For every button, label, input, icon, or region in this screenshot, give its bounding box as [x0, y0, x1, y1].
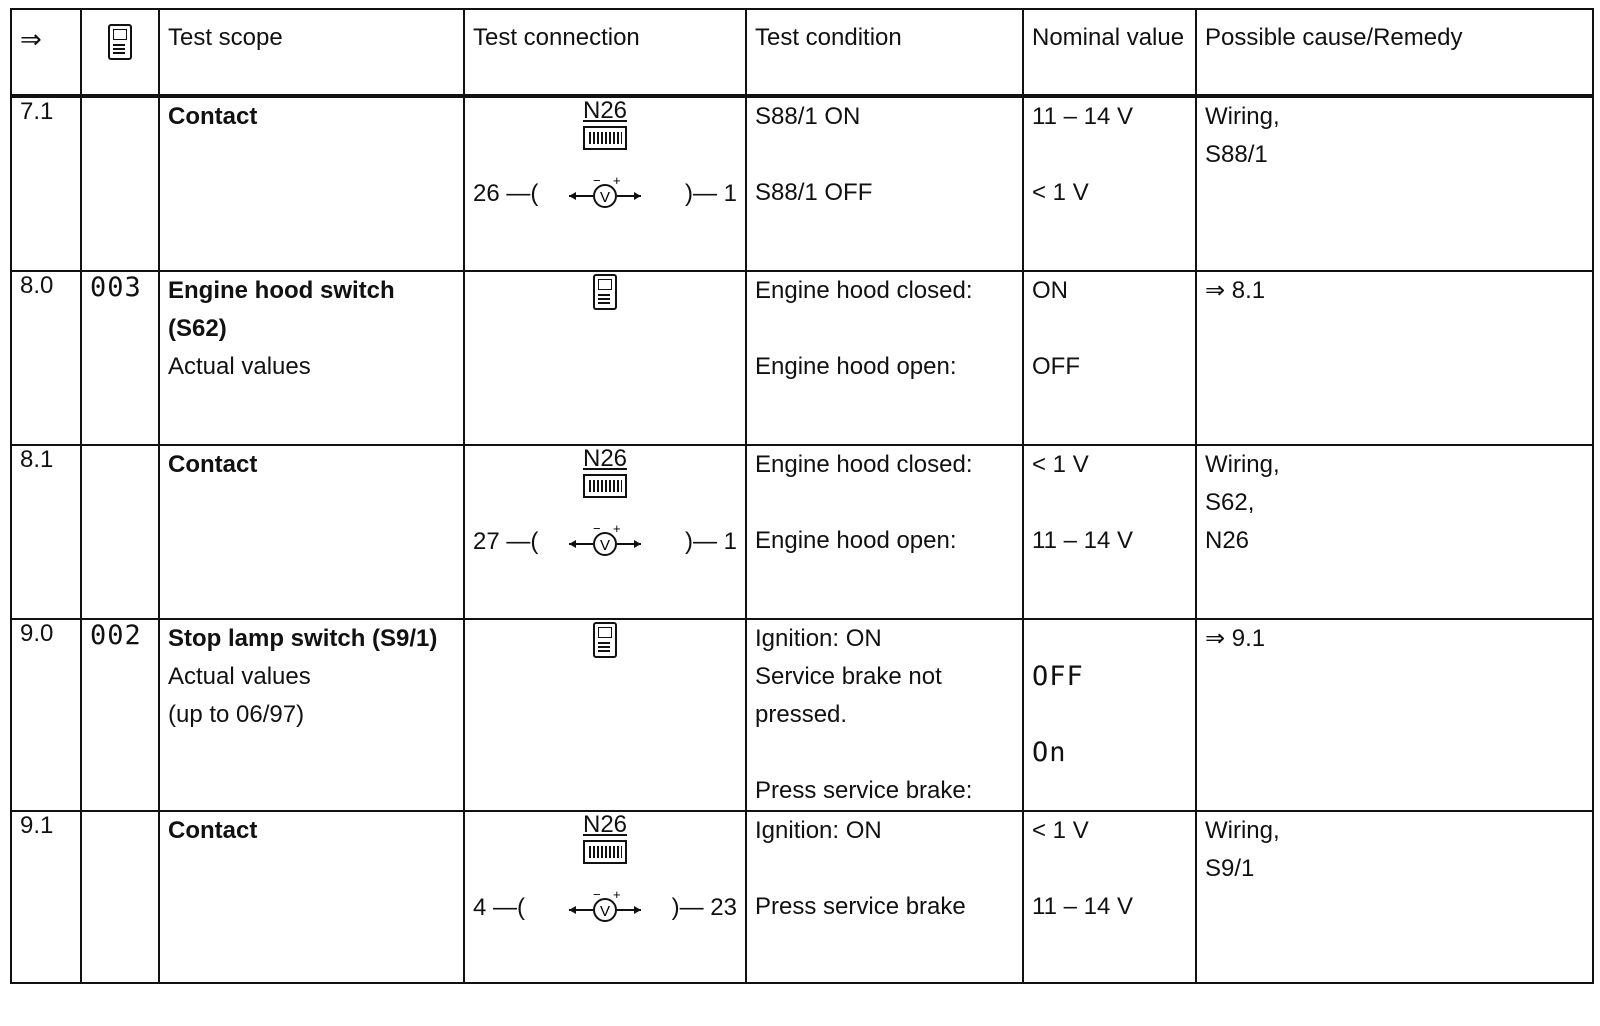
step-cell: 7.1: [11, 96, 81, 271]
spacer: [1032, 620, 1187, 658]
tester-code: 002: [90, 620, 142, 651]
pin-right: )— 23: [671, 894, 737, 921]
value-line: < 1 V: [1032, 451, 1089, 478]
connection-diagram: [473, 98, 737, 228]
table-row: [11, 619, 1593, 811]
code-cell: [81, 811, 159, 983]
condition-line: Service brake not pressed.: [755, 663, 942, 728]
code-cell: [81, 96, 159, 271]
header-test-scope: Test scope: [159, 9, 464, 96]
condition-line: Ignition: ON: [755, 625, 882, 652]
scope-line: Stop lamp switch (S9/1): [168, 625, 438, 652]
header-possible-cause: Possible cause/Remedy: [1196, 9, 1593, 96]
test-scope-cell: [159, 811, 464, 983]
condition-line: S88/1 ON: [755, 103, 861, 130]
cause-line: Wiring,: [1205, 451, 1280, 478]
condition-line: Engine hood open:: [755, 353, 957, 380]
spacer: [1032, 484, 1187, 522]
table-row: [11, 271, 1593, 445]
condition-line: Engine hood closed:: [755, 451, 973, 478]
nominal-value-cell: [1023, 271, 1196, 445]
spacer: [755, 136, 1014, 174]
cause-line: N26: [1205, 527, 1250, 554]
cause-line: Wiring,: [1205, 103, 1280, 130]
scope-line: Actual values: [168, 353, 311, 380]
scope-line: (up to 06/97): [168, 701, 305, 728]
test-condition-cell: [746, 271, 1023, 445]
pin-left: 4 —(: [473, 894, 526, 921]
tester-wrap: [473, 620, 737, 665]
possible-cause-cell: [1196, 811, 1593, 983]
tester-code: 003: [90, 272, 142, 303]
ecu-label: N26: [582, 445, 628, 472]
condition-line: Press service brake:: [755, 777, 973, 804]
test-connection-cell: [464, 445, 746, 619]
pin-right: )— 1: [684, 528, 737, 555]
value-line: < 1 V: [1032, 179, 1089, 206]
condition-line: Ignition: ON: [755, 817, 882, 844]
code-cell: [81, 271, 159, 445]
value-line: OFF: [1032, 353, 1080, 380]
ecu-block: [565, 446, 645, 498]
test-scope-cell: [159, 619, 464, 811]
condition-line: Press service brake: [755, 893, 966, 920]
value-line: 11 – 14 V: [1032, 893, 1133, 920]
possible-cause-cell: [1196, 619, 1593, 811]
pin-left: 27 —(: [473, 528, 539, 555]
code-cell: [81, 445, 159, 619]
svg-text:V: V: [599, 189, 611, 206]
cause-line: ⇒ 9.1: [1205, 625, 1266, 652]
value-line: ON: [1032, 277, 1068, 304]
spacer: [1032, 136, 1187, 174]
meter: [565, 524, 645, 565]
value-line: 11 – 14 V: [1032, 527, 1133, 554]
test-scope-cell: [159, 271, 464, 445]
spacer: [755, 310, 1014, 348]
header-row: [11, 9, 1593, 96]
test-connection-cell: [464, 271, 746, 445]
ecu-connector-icon: [583, 840, 627, 864]
header-test-condition: Test condition: [746, 9, 1023, 96]
test-scope-cell: [159, 96, 464, 271]
nominal-value-cell: [1023, 96, 1196, 271]
header-arrow: ⇒: [11, 9, 81, 96]
spacer: [1032, 310, 1187, 348]
condition-line: S88/1 OFF: [755, 179, 873, 206]
cause-line: S88/1: [1205, 141, 1268, 168]
table-row: [11, 811, 1593, 983]
table-row: [11, 445, 1593, 619]
ecu-label: N26: [582, 97, 628, 124]
scope-line: Contact: [168, 451, 258, 478]
svg-text:+: +: [613, 176, 621, 188]
ecu-label: N26: [582, 811, 628, 838]
connection-diagram: [473, 812, 737, 942]
test-scope-cell: [159, 445, 464, 619]
condition-line: Engine hood closed:: [755, 277, 973, 304]
svg-text:−: −: [593, 524, 601, 536]
ecu-connector-icon: [583, 126, 627, 150]
connection-diagram: [473, 446, 737, 576]
test-connection-cell: [464, 619, 746, 811]
voltmeter-icon: [565, 524, 645, 558]
ecu-block: [565, 98, 645, 150]
scope-line: Contact: [168, 817, 258, 844]
test-connection-cell: [464, 96, 746, 271]
nominal-value-cell: [1023, 619, 1196, 811]
ecu-connector-icon: [583, 474, 627, 498]
ecu-block: [565, 812, 645, 864]
spacer: [755, 734, 1014, 772]
tester-icon: [593, 622, 617, 658]
header-test-connection: Test connection: [464, 9, 746, 96]
tester-icon: [593, 274, 617, 310]
step-cell: 9.0: [11, 619, 81, 811]
cause-line: S62,: [1205, 489, 1255, 516]
nominal-value-cell: [1023, 811, 1196, 983]
header-nominal-value: Nominal value: [1023, 9, 1196, 96]
test-table: [10, 8, 1594, 984]
step-cell: 9.1: [11, 811, 81, 983]
cause-line: S9/1: [1205, 855, 1255, 882]
spacer: [1032, 696, 1187, 734]
scope-line: Contact: [168, 103, 258, 130]
spacer: [755, 484, 1014, 522]
svg-text:+: +: [613, 890, 621, 902]
scope-line: Engine hood switch (S62): [168, 277, 395, 342]
svg-text:−: −: [593, 176, 601, 188]
svg-text:+: +: [613, 524, 621, 536]
spacer: [1032, 850, 1187, 888]
spacer: [755, 850, 1014, 888]
nominal-value-cell: [1023, 445, 1196, 619]
header-tester: [81, 9, 159, 96]
test-condition-cell: [746, 619, 1023, 811]
cause-line: ⇒ 8.1: [1205, 277, 1266, 304]
tester-icon: [108, 24, 132, 60]
svg-text:V: V: [599, 537, 611, 554]
cause-line: Wiring,: [1205, 817, 1280, 844]
table-row: [11, 96, 1593, 271]
value-line: On: [1032, 737, 1067, 768]
possible-cause-cell: [1196, 445, 1593, 619]
pin-right: )— 1: [684, 180, 737, 207]
tester-wrap: [473, 272, 737, 317]
svg-text:V: V: [599, 903, 611, 920]
voltmeter-icon: [565, 890, 645, 924]
svg-text:−: −: [593, 890, 601, 902]
value-line: OFF: [1032, 661, 1084, 692]
value-line: 11 – 14 V: [1032, 103, 1133, 130]
test-condition-cell: [746, 445, 1023, 619]
scope-line: Actual values: [168, 663, 311, 690]
step-cell: 8.1: [11, 445, 81, 619]
value-line: < 1 V: [1032, 817, 1089, 844]
test-condition-cell: [746, 96, 1023, 271]
code-cell: [81, 619, 159, 811]
possible-cause-cell: [1196, 96, 1593, 271]
test-condition-cell: [746, 811, 1023, 983]
test-connection-cell: [464, 811, 746, 983]
pin-left: 26 —(: [473, 180, 539, 207]
possible-cause-cell: [1196, 271, 1593, 445]
meter: [565, 890, 645, 931]
condition-line: Engine hood open:: [755, 527, 957, 554]
voltmeter-icon: [565, 176, 645, 210]
step-cell: 8.0: [11, 271, 81, 445]
meter: [565, 176, 645, 217]
